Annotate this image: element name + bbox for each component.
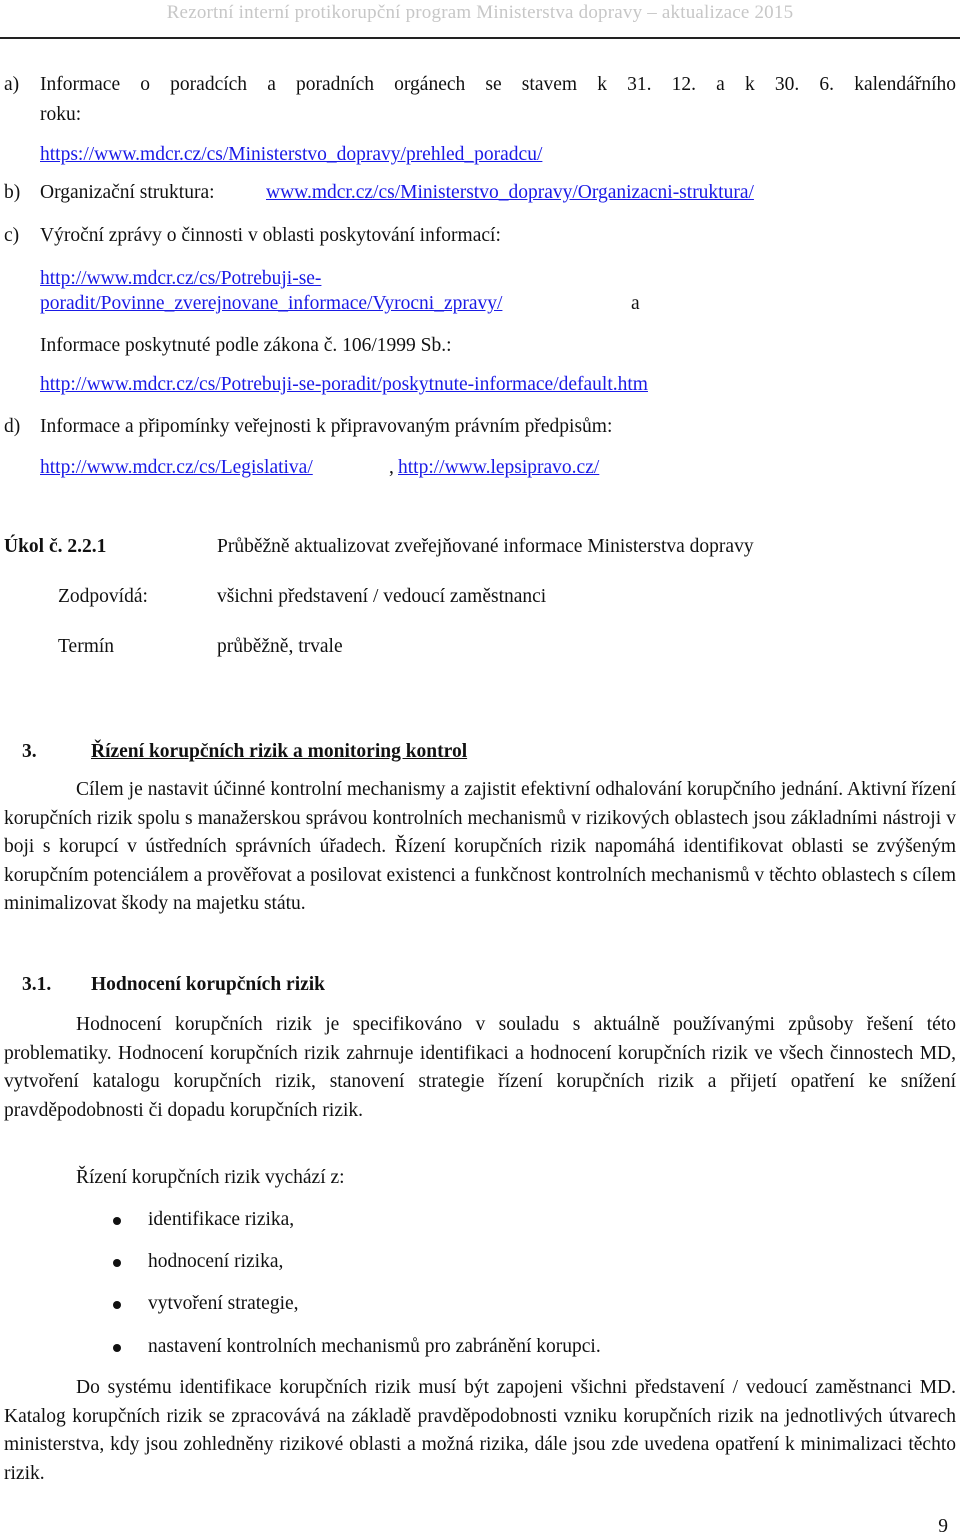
item-c-conjunction: a — [631, 293, 640, 314]
section-31-intro: Řízení korupčních rizik vychází z: — [76, 1167, 345, 1188]
item-c-text-2: Informace poskytnuté podle zákona č. 106/1999 Sb.: — [40, 335, 452, 356]
task-description: Průběžně aktualizovat zveřejňované informace Ministerstva dopravy — [217, 536, 754, 557]
link-legislativa[interactable]: http://www.mdcr.cz/cs/Legislativa/ — [40, 457, 313, 478]
running-header: Rezortní interní protikorupční program Ministerstva dopravy – aktualizace 2015 — [166, 2, 794, 23]
bullet-marker — [113, 1344, 121, 1352]
bullet-marker — [113, 1259, 121, 1267]
task-responsible-value: všichni představení / vedoucí zaměstnanci — [217, 586, 547, 607]
link-vyrocni-zpravy-line2[interactable]: poradit/Povinne_zverejnovane_informace/Vyrocni_zpravy/ — [40, 293, 503, 314]
bullet-marker — [113, 1301, 121, 1309]
section-3-title: Řízení korupčních rizik a monitoring kontrol — [91, 741, 468, 762]
link-lepsipravo[interactable]: http://www.lepsipravo.cz/ — [398, 457, 600, 478]
task-deadline-label: Termín — [58, 636, 115, 657]
link-organizacni-struktura[interactable]: www.mdcr.cz/cs/Ministerstvo_dopravy/Organizacni-struktura/ — [266, 182, 754, 203]
section-31-paragraph-1: Hodnocení korupčních rizik je specifikováno v souladu s aktuálně používanými způsoby řešení této problematiky. Hodnocení korupčních rizik zahrnuje identifikaci a hodnocení korupčních rizik ve všech činnostech MD, vytvoření katalogu korupčních rizik, stanovení strategie řízení korupčních rizik a přijetí opatření ke snížení pravděpodobnosti či dopadu korupčních rizik. — [4, 1014, 956, 1121]
item-a-text: Informace o poradcích a poradních orgánech se stavem k 31. 12. a k 30. 6. kalendářního — [40, 74, 956, 95]
list-marker-d: d) — [4, 416, 21, 437]
bullet-item: vytvoření strategie, — [148, 1293, 299, 1314]
bullet-marker — [113, 1217, 121, 1225]
section-31-number: 3.1. — [22, 974, 52, 995]
section-3-number: 3. — [22, 741, 37, 762]
section-31-title: Hodnocení korupčních rizik — [91, 974, 326, 995]
section-3-paragraph: Cílem je nastavit účinné kontrolní mechanismy a zajistit efektivní odhalování korupčního jednání. Aktivní řízení korupčních rizik spolu s manažerskou správou kontrolních mechanismů v rizikových oblastech jsou základními nástroji v boji s korupcí v ústředních správních úřadech. Řízení korupčních rizik napomáhá identifikovat oblasti se zvýšeným korupčním potenciálem a prověřovat a posilovat existenci a funkčnost kontrolních mechanismů v těchto oblastech s cílem minimalizovat škody na majetku státu. — [4, 779, 956, 915]
page-number: 9 — [938, 1516, 948, 1537]
task-deadline-value: průběžně, trvale — [217, 636, 343, 657]
link-poradci[interactable]: https://www.mdcr.cz/cs/Ministerstvo_dopravy/prehled_poradcu/ — [40, 144, 543, 165]
link-vyrocni-zpravy-line1[interactable]: http://www.mdcr.cz/cs/Potrebuji-se- — [40, 268, 322, 289]
header-divider — [0, 37, 960, 39]
list-marker-a: a) — [4, 74, 20, 95]
item-b-text: Organizační struktura: — [40, 182, 215, 203]
item-d-text: Informace a připomínky veřejnosti k připravovaným právním předpisům: — [40, 416, 613, 437]
item-a-text-cont: roku: — [40, 104, 82, 125]
list-marker-b: b) — [4, 182, 21, 203]
link-poskytnute-informace[interactable]: http://www.mdcr.cz/cs/Potrebuji-se-poradit/poskytnute-informace/default.htm — [40, 374, 648, 395]
bullet-item: nastavení kontrolních mechanismů pro zabránění korupci. — [148, 1336, 601, 1357]
item-c-text: Výroční zprávy o činnosti v oblasti poskytování informací: — [40, 225, 501, 246]
task-responsible-label: Zodpovídá: — [58, 586, 148, 607]
section-31-paragraph-2: Do systému identifikace korupčních rizik musí být zapojeni všichni představení / vedoucí zaměstnanci MD. Katalog korupčních rizik se zpracovává na základě pravděpodobnosti vzniku korupčních rizik na jednotlivých útvarech ministerstva, kdy jsou zohledněny rizikové oblasti a možná rizika, dále jsou zde uvedena opatření k minimalizaci těchto rizik. — [4, 1377, 956, 1484]
task-label: Úkol č. 2.2.1 — [4, 536, 107, 557]
bullet-item: hodnocení rizika, — [148, 1251, 284, 1272]
list-marker-c: c) — [4, 225, 20, 246]
link-separator: , — [389, 457, 394, 478]
bullet-item: identifikace rizika, — [148, 1209, 295, 1230]
